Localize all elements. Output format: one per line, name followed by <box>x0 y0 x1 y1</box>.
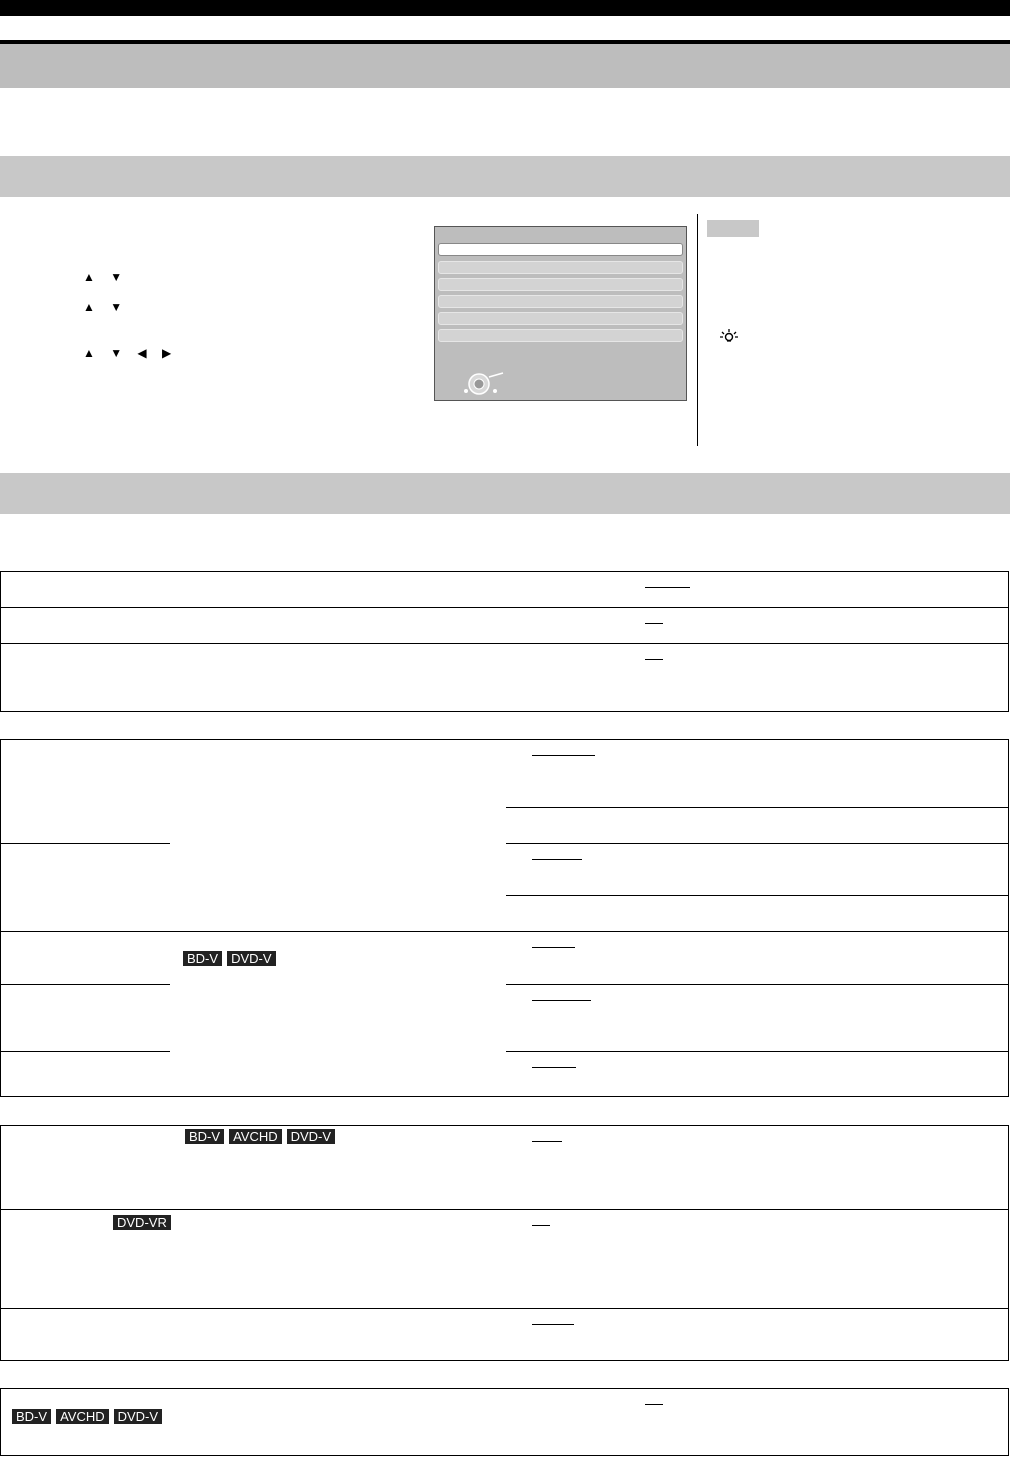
menu-item[interactable] <box>438 329 683 342</box>
row-divider <box>0 607 1009 608</box>
default-value-underline <box>532 1056 576 1068</box>
badge-avchd: AVCHD <box>229 1129 282 1144</box>
top-black-bar <box>0 0 1010 16</box>
default-value-underline <box>532 1214 550 1226</box>
default-value-underline <box>532 744 595 756</box>
badge-avchd: AVCHD <box>56 1409 109 1424</box>
remote-cursor-icon <box>461 369 513 399</box>
row-divider <box>0 1051 170 1052</box>
row-divider <box>0 643 1009 644</box>
settings-table-2 <box>0 739 1009 1097</box>
badge-bd-v: BD-V <box>12 1409 51 1424</box>
default-value-underline <box>645 648 663 660</box>
row-divider <box>506 843 1009 844</box>
row-divider <box>0 1209 1009 1210</box>
row-divider <box>506 1051 1009 1052</box>
menu-item[interactable] <box>438 312 683 325</box>
format-badges <box>113 1214 176 1232</box>
badge-dvd-vr: DVD-VR <box>113 1215 171 1230</box>
row-divider <box>506 984 1009 985</box>
badge-dvd-v: DVD-V <box>287 1129 335 1144</box>
sidebar-divider <box>697 214 698 446</box>
default-value-underline <box>532 936 575 948</box>
menu-item[interactable] <box>438 261 683 274</box>
section-header-bar-2 <box>0 473 1010 514</box>
menu-item[interactable] <box>438 278 683 291</box>
direction-arrows: ▲ ▼ ◀ ▶ <box>83 346 178 360</box>
default-value-underline <box>532 1313 574 1325</box>
note-tag <box>707 220 759 237</box>
default-value-underline <box>532 1130 562 1142</box>
menu-item-selected[interactable] <box>438 243 683 256</box>
menu-item[interactable] <box>438 295 683 308</box>
badge-dvd-v: DVD-V <box>114 1409 162 1424</box>
default-value-underline <box>645 612 663 624</box>
section-header-bar-1 <box>0 156 1010 197</box>
tip-lightbulb-icon <box>718 328 740 344</box>
row-divider <box>506 895 1009 896</box>
badge-bd-v: BD-V <box>185 1129 224 1144</box>
updown-arrows-2: ▲ ▼ <box>83 300 129 314</box>
chapter-header-bar <box>0 40 1010 88</box>
row-divider <box>506 807 1009 808</box>
default-value-underline <box>645 1393 663 1405</box>
row-divider <box>0 1308 1009 1309</box>
format-badges <box>12 1408 167 1426</box>
settings-table-3 <box>0 1125 1009 1361</box>
default-value-underline <box>532 848 582 860</box>
badge-dvd-v: DVD-V <box>227 951 275 966</box>
row-divider <box>0 984 170 985</box>
onscreen-menu-illustration <box>434 226 687 401</box>
format-badges <box>185 1128 340 1146</box>
default-value-underline <box>645 576 690 588</box>
row-divider <box>0 931 1009 932</box>
badge-bd-v: BD-V <box>183 951 222 966</box>
updown-arrows-1: ▲ ▼ <box>83 270 129 284</box>
format-badges <box>183 950 281 968</box>
default-value-underline <box>532 989 591 1001</box>
settings-table-1 <box>0 571 1009 712</box>
row-divider <box>0 843 170 844</box>
